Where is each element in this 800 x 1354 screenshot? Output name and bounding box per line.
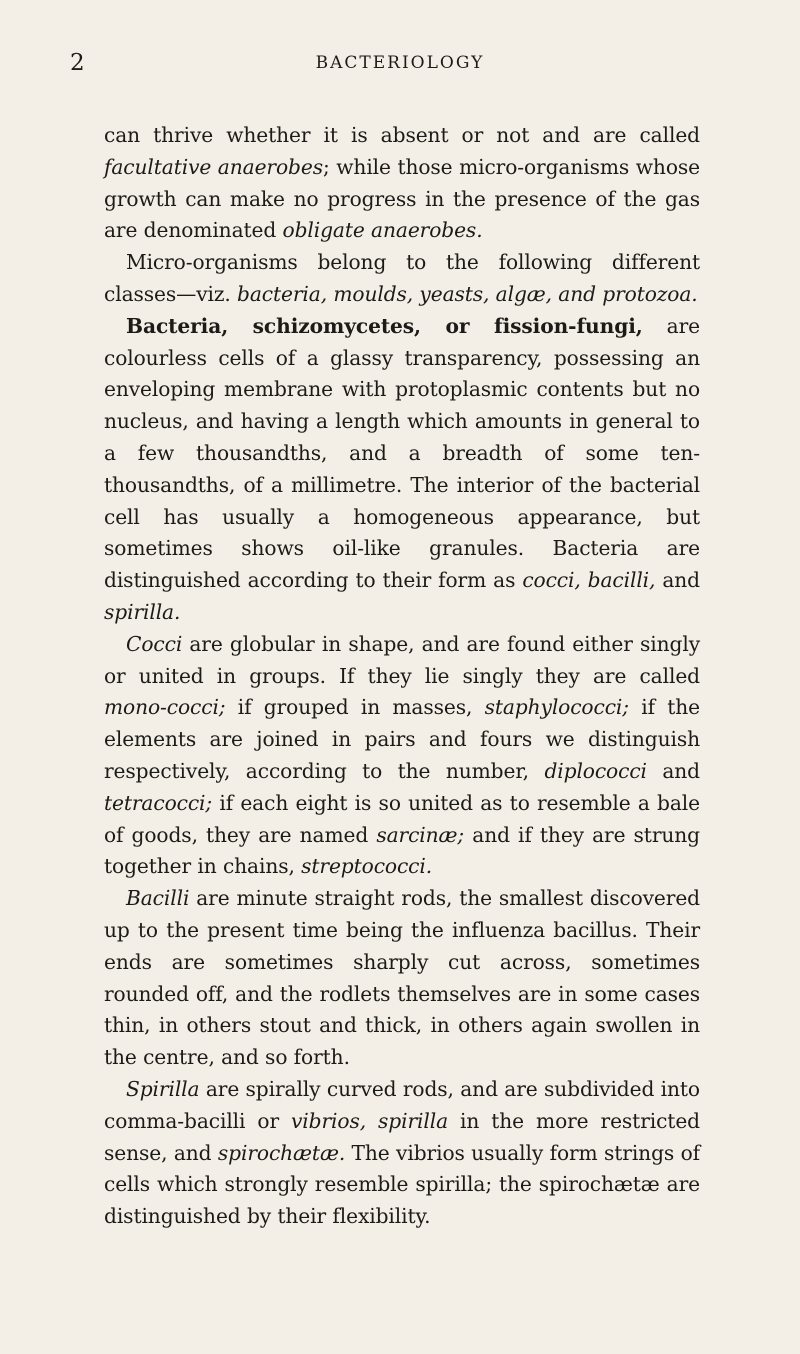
- italic-term: sarcinæ;: [376, 822, 465, 847]
- text-run: are colourless cells of a glassy transparency, possessing an enveloping membrane with protoplasmic contents but no nucleus, and having a length which amounts in general to a few thousandths, and a breadth of some ten-thousandths, of a millimetre. The interior of the bacterial cell has usually a homogeneous appearance, but sometimes shows oil-like granules. Bacteria are distinguished according to their form as: [104, 313, 700, 593]
- text-run: if the elements are joined in pairs and fours we distinguish respectively, according to the number,: [104, 695, 700, 783]
- text-run: if grouped in masses,: [225, 695, 485, 720]
- text-run: in the more restricted sense, and: [104, 1108, 700, 1165]
- text-run: are spirally curved rods, and are subdivided into comma-bacilli or: [104, 1076, 700, 1133]
- paragraph: [104, 1074, 700, 1233]
- page-number: 2: [70, 50, 85, 76]
- italic-term: vibrios, spirilla: [291, 1108, 449, 1133]
- text-run: ; while those micro-organisms whose growth can make no progress in the presence of the gas are denominated: [104, 154, 700, 243]
- paragraph: [104, 120, 700, 247]
- text-run: if each eight is so united as to resemble a bale of goods, they are named: [104, 790, 700, 847]
- italic-term: facultative anaerobes: [104, 154, 323, 179]
- text-run: can thrive whether it is absent or not and are called: [104, 123, 700, 147]
- text-run: and: [655, 568, 701, 593]
- italic-term: cocci, bacilli,: [522, 568, 656, 593]
- italic-term: mono-cocci;: [104, 695, 226, 720]
- italic-term: streptococci.: [301, 854, 433, 879]
- page-header: [0, 50, 800, 74]
- paragraph: [104, 247, 700, 311]
- italic-term: diplococci: [544, 758, 647, 783]
- italic-term: staphylococci;: [484, 695, 629, 720]
- italic-term: Cocci: [126, 631, 183, 656]
- italic-term: obligate anaerobes.: [282, 218, 483, 243]
- italic-term: spirochætæ.: [217, 1140, 346, 1165]
- text-run: are minute straight rods, the smallest discovered up to the present time being the influenza bacillus. Their ends are sometimes sharply cut across, sometimes rounded off, and the rodlets themselves are in some cases thin, in others stout and thick, in others again swollen in the centre, and so forth.: [104, 886, 700, 1070]
- text-run: Micro-organisms belong to the following different classes—viz.: [104, 250, 700, 306]
- italic-term: tetracocci;: [104, 790, 213, 815]
- text-run: and if they are strung together in chains,: [104, 822, 701, 879]
- paragraph: [104, 629, 700, 883]
- text-run: are globular in shape, and are found either singly or united in groups. If they lie singly they are called: [104, 631, 700, 688]
- text-run: The vibrios usually form strings of cells which strongly resemble spirilla; the spirochætæ are distinguished by their flexibility.: [104, 1140, 700, 1229]
- running-head: BACTERIOLOGY: [315, 53, 485, 73]
- body-text: [104, 120, 700, 1233]
- italic-term: Spirilla: [126, 1076, 200, 1101]
- paragraph: [104, 883, 700, 1074]
- italic-term: bacteria, moulds, yeasts, algæ, and protozoa.: [237, 281, 698, 306]
- bold-term: Bacteria, schizomycetes, or fission-fungi,: [126, 313, 643, 338]
- text-run: and: [646, 758, 700, 783]
- italic-term: Bacilli: [126, 886, 190, 911]
- italic-term: spirilla.: [104, 599, 181, 624]
- paragraph: [104, 311, 700, 629]
